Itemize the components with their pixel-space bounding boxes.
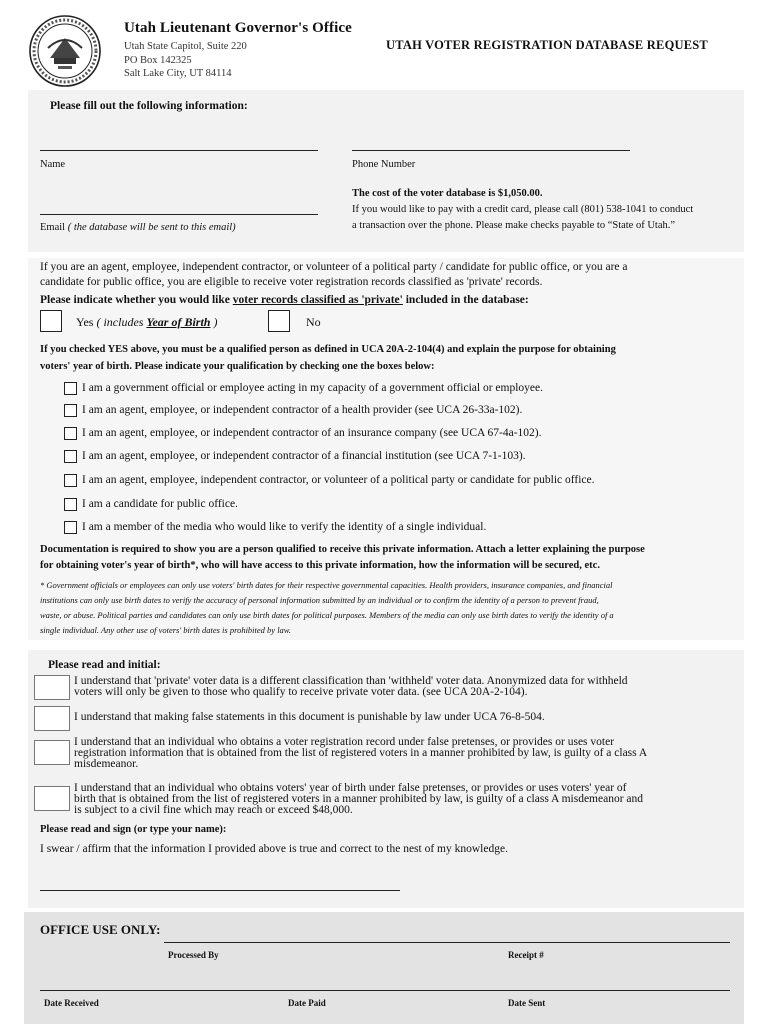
qualification-option: I am an agent, employee, independent contractor, or volunteer of a political party or candidate for public office.	[82, 474, 595, 486]
initials-section	[28, 650, 744, 908]
private-records-section	[28, 258, 744, 640]
signature-field[interactable]	[40, 890, 400, 891]
footnote-line: waste, or abuse. Political parties and candidates can only use birth dates for political purposes. Members of the media can only use birth dates to verify the identity of a	[40, 610, 614, 620]
statement-line: is subject to a civil fine which may reach or exceed $48,000.	[74, 804, 353, 816]
statement-line: voters will only be given to those who qualify to receive private voter data. (see UCA 20A-2-104).	[74, 686, 528, 698]
qualification-checkbox[interactable]	[64, 382, 77, 395]
cost-statement: The cost of the voter database is $1,050.00.	[352, 188, 543, 199]
question-emphasis: voter records classified as 'private'	[232, 294, 403, 306]
receipt-label: Receipt #	[508, 950, 544, 960]
state-seal-icon	[28, 14, 102, 88]
no-checkbox[interactable]	[268, 310, 290, 332]
qualification-option: I am a government official or employee acting in my capacity of a government official or employee.	[82, 382, 543, 394]
initial-statement	[74, 712, 545, 723]
yes-note-text: ( includes	[96, 315, 147, 329]
statement-line: I understand that an individual who obtains voters' year of birth under false pretenses, or provides or uses voters' year of	[74, 782, 627, 794]
initial-box[interactable]	[34, 740, 70, 765]
address-line: PO Box 142325	[124, 54, 192, 66]
statement-line: I understand that an individual who obtains a voter registration record under false pretenses, or provides or uses voter	[74, 736, 615, 748]
qualification-option: I am an agent, employee, or independent contractor of a financial institution (see UCA 7-1-103).	[82, 450, 526, 462]
email-label: Email	[40, 222, 66, 233]
qualification-checkbox[interactable]	[64, 474, 77, 487]
payment-info: a transaction over the phone. Please make checks payable to “State of Utah.”	[352, 220, 676, 231]
eligibility-line: If you are an agent, employee, independent contractor, or volunteer of a political party / candidate for public office, or you are a	[40, 261, 628, 273]
office-use-section	[24, 912, 744, 1024]
name-field[interactable]	[40, 150, 318, 151]
statement-line: I understand that making false statements in this document is punishable by law under UCA 76-8-504.	[74, 711, 545, 723]
phone-field[interactable]	[352, 150, 630, 151]
initial-statement	[74, 783, 643, 816]
fill-instruction: Please fill out the following information:	[50, 100, 248, 112]
statement-line: birth that is obtained from the list of registered voters in a manner prohibited by law, is guilty of a class A misdemeanor and	[74, 793, 644, 805]
question-text: Please indicate whether you would like	[40, 294, 233, 306]
eligibility-line: candidate for public office, you are eligible to receive voter registration records classified as 'private' records.	[40, 276, 543, 288]
yes-note	[96, 315, 217, 329]
yes-checkbox[interactable]	[40, 310, 62, 332]
no-label: No	[306, 315, 321, 329]
initial-box[interactable]	[34, 675, 70, 700]
yes-option	[76, 315, 217, 330]
org-address	[124, 40, 247, 81]
date-sent-label: Date Sent	[508, 998, 546, 1008]
address-line: Salt Lake City, UT 84114	[124, 68, 232, 79]
sign-heading: Please read and sign (or type your name):	[40, 824, 227, 835]
qualification-checkbox[interactable]	[64, 427, 77, 440]
org-name: Utah Lieutenant Governor's Office	[124, 20, 352, 36]
email-note: ( the database will be sent to this email)	[67, 222, 236, 233]
statement-line: I understand that 'private' voter data is a different classification than 'withheld' voter data. Anonymized data for withheld	[74, 675, 628, 687]
documentation-requirement: Documentation is required to show you are a person qualified to receive this private information. Attach a letter explaining the purpose	[40, 544, 645, 555]
name-label: Name	[40, 159, 66, 170]
qualification-instruction: If you checked YES above, you must be a qualified person as defined in UCA 20A-2-104(4) and explain the purpose for obtaining	[40, 344, 616, 355]
yes-note-emphasis: Year of Birth	[146, 315, 211, 329]
document-title: UTAH VOTER REGISTRATION DATABASE REQUEST	[386, 38, 708, 52]
footnote	[40, 578, 614, 638]
documentation-requirement: for obtaining voter's year of birth*, who will have access to this private information, how the information will be secured, etc.	[40, 560, 600, 571]
qualification-checkbox[interactable]	[64, 521, 77, 534]
footnote-line: single individual. Any other use of voters' birth dates is prohibited by law.	[40, 625, 291, 635]
footnote-line: institutions can only use birth dates to verify the accuracy of personal information submitted by an individual or to confirm the identity of a person to prevent fraud,	[40, 595, 599, 605]
address-line: Utah State Capitol, Suite 220	[124, 41, 247, 52]
date-received-label: Date Received	[44, 998, 99, 1008]
processed-by-label: Processed By	[168, 950, 219, 960]
phone-label: Phone Number	[352, 159, 416, 170]
initial-statement	[74, 737, 647, 770]
initials-heading: Please read and initial:	[48, 659, 161, 671]
statement-line: registration information that is obtained from the list of registered voters in a manner prohibited by law, is guilty of a class A	[74, 747, 648, 759]
qualification-checkbox[interactable]	[64, 404, 77, 417]
payment-info: If you would like to pay with a credit card, please call (801) 538-1041 to conduct	[352, 204, 694, 215]
dates-field[interactable]	[40, 990, 730, 991]
yes-label: Yes	[76, 315, 94, 329]
qualification-checkbox[interactable]	[64, 450, 77, 463]
office-use-heading: OFFICE USE ONLY:	[40, 922, 161, 937]
initial-box[interactable]	[34, 786, 70, 811]
yes-note-text: )	[210, 315, 218, 329]
qualification-option: I am an agent, employee, or independent contractor of an insurance company (see UCA 67-4a-102).	[82, 427, 542, 439]
question-text: included in the database:	[402, 294, 529, 306]
qualification-checkbox[interactable]	[64, 498, 77, 511]
statement-line: misdemeanor.	[74, 758, 139, 770]
qualification-instruction: voters' year of birth. Please indicate your qualification by checking one the boxes below:	[40, 361, 435, 372]
qualification-option: I am a candidate for public office.	[82, 498, 238, 510]
processed-by-field[interactable]	[164, 942, 730, 943]
initial-box[interactable]	[34, 706, 70, 731]
eligibility-text	[40, 260, 628, 290]
qualification-option: I am a member of the media who would like to verify the identity of a single individual.	[82, 521, 487, 533]
contact-section	[28, 90, 744, 252]
date-paid-label: Date Paid	[288, 998, 326, 1008]
footnote-line: * Government officials or employees can only use voters' birth dates for their respective governmental capacities. Health providers, insurance companies, and financial	[40, 580, 613, 590]
affirmation-text: I swear / affirm that the information I provided above is true and correct to the nest of my knowledge.	[40, 843, 508, 855]
initial-statement	[74, 676, 628, 698]
qualification-option: I am an agent, employee, or independent contractor of a health provider (see UCA 26-33a-102).	[82, 404, 523, 416]
email-field[interactable]	[40, 214, 318, 215]
private-question	[40, 294, 529, 306]
